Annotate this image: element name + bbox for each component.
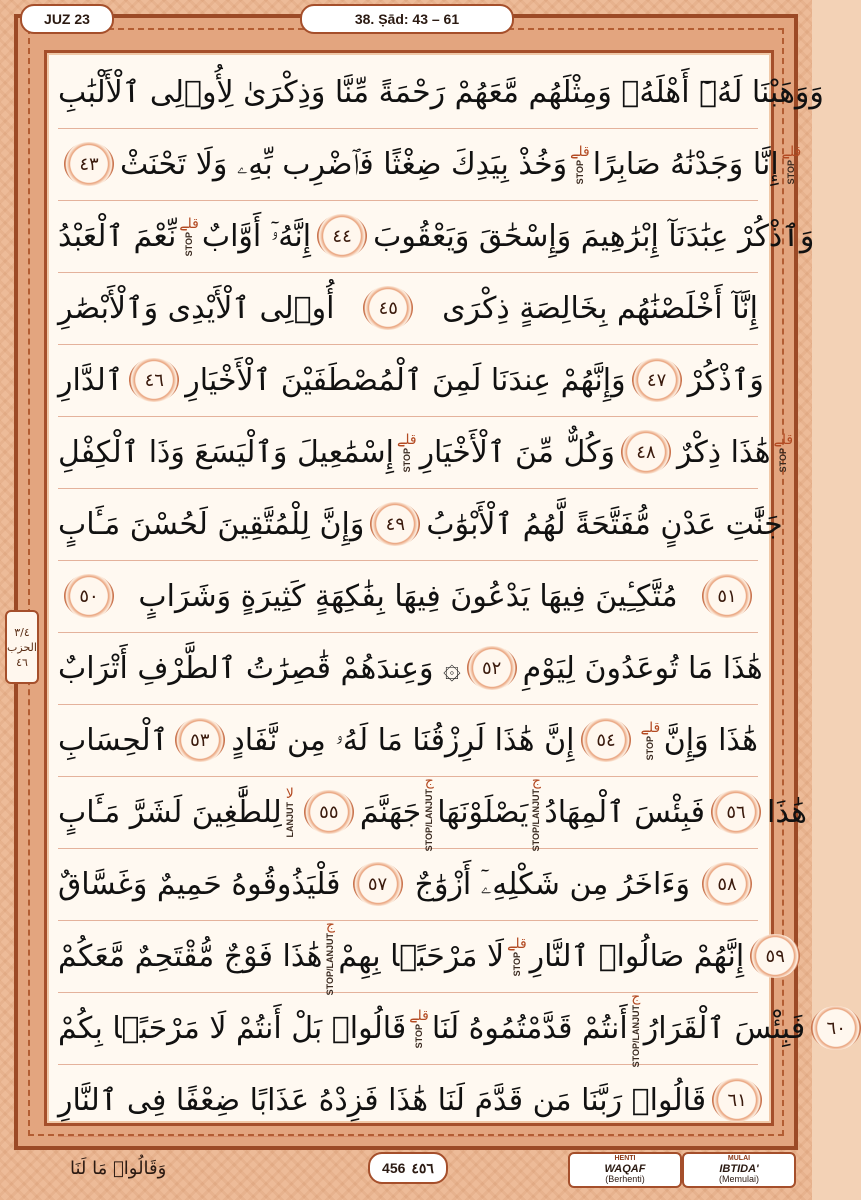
verse-text: وَكُلٌّ مِّنَ ٱلْأَخْيَارِ bbox=[419, 434, 615, 470]
verse-text: هَٰذَا مَا تُوعَدُونَ لِيَوْمِ bbox=[522, 650, 763, 686]
waqf-sign bbox=[774, 432, 794, 472]
page-number-latin: 456 bbox=[382, 1160, 406, 1176]
legend-mulai: MULAI bbox=[727, 1155, 751, 1162]
waqf-label: STOP bbox=[401, 447, 412, 473]
next-page-catchword: وَقَالُوا۟ مَا لَنَا bbox=[70, 1158, 167, 1179]
verse-text: هَٰذَا وَإِنَّ bbox=[663, 722, 758, 758]
waqf-label: STOP bbox=[574, 159, 585, 185]
ayah-number-marker: ٦٠ bbox=[811, 1006, 861, 1050]
waqf-sign bbox=[631, 989, 641, 1067]
waqf-symbol: لا bbox=[285, 786, 294, 803]
waqf-sign bbox=[179, 216, 199, 256]
verse-text: مُتَّكِـِٔينَ فِيهَا يَدْعُونَ فِيهَا بِفَٰكِهَةٍ كَثِيرَةٍ وَشَرَابٍ bbox=[138, 578, 678, 614]
ayah-number-marker: ٥٣ bbox=[175, 718, 225, 762]
verse-line bbox=[58, 988, 846, 1068]
waqf-sign bbox=[285, 786, 295, 838]
verse-text: إِنَّآ أَخْلَصْنَٰهُم بِخَالِصَةٍ ذِكْرَى bbox=[442, 290, 758, 326]
surah-range-label: 38. Ṣād: 43 – 61 bbox=[300, 4, 514, 34]
waqf-label: STOP bbox=[645, 735, 656, 761]
ayah-number-marker: ٥٠ bbox=[64, 574, 114, 618]
waqf-symbol: ج bbox=[424, 772, 434, 789]
waqf-symbol: قلے bbox=[179, 215, 199, 232]
verse-text: إِنَّهُمْ صَالُوا۟ ٱلنَّارِ bbox=[529, 938, 745, 974]
verse-text: وَٱذْكُرْ bbox=[687, 362, 764, 398]
verse-line bbox=[58, 272, 758, 345]
verse-text: جَهَنَّمَ bbox=[359, 794, 422, 830]
verse-text: هَٰذَا فَوْجٌ مُّقْتَحِمٌ مَّعَكُمْ bbox=[58, 938, 323, 974]
page-footer bbox=[0, 1150, 812, 1200]
legend-waqaf-title: WAQAF bbox=[604, 1163, 646, 1175]
waqf-label: STOP bbox=[786, 159, 797, 185]
waqf-sign bbox=[531, 773, 541, 851]
ayah-number-marker: ٤٦ bbox=[129, 358, 179, 402]
waqf-symbol: قلے bbox=[409, 1007, 429, 1024]
ayah-number-marker: ٥٦ bbox=[711, 790, 761, 834]
legend-waqaf bbox=[568, 1152, 682, 1188]
verse-text: لِلطَّٰغِينَ لَشَرَّ مَـَٔابٍ bbox=[58, 794, 282, 830]
verse-line bbox=[58, 632, 763, 705]
waqf-label: STOP bbox=[184, 231, 195, 257]
verse-line bbox=[58, 1064, 758, 1137]
verse-line bbox=[58, 560, 758, 633]
verse-text: قَالُوا۟ بَلْ أَنتُمْ لَا مَرْحَبًۢا بِكُمْ bbox=[58, 1010, 407, 1046]
hizb-number: ٤٦ bbox=[16, 655, 28, 669]
ayah-number-marker: ٤٩ bbox=[370, 502, 420, 546]
verse-text: ۞ وَعِندَهُمْ قَٰصِرَٰتُ ٱلطَّرْفِ أَتْرَابٌ bbox=[58, 650, 461, 686]
verse-text: وَءَاخَرُ مِن شَكْلِهِۦٓ أَزْوَٰجٌ bbox=[414, 866, 690, 902]
waqf-sign bbox=[397, 432, 417, 472]
ayah-number-marker: ٥٩ bbox=[750, 934, 800, 978]
waqf-sign bbox=[325, 917, 335, 995]
page-number bbox=[368, 1152, 448, 1184]
waqf-sign bbox=[424, 773, 434, 851]
verse-line bbox=[58, 200, 815, 273]
waqf-sign bbox=[570, 144, 590, 184]
verse-text: إِسْمَٰعِيلَ وَٱلْيَسَعَ وَذَا ٱلْكِفْلِ bbox=[58, 434, 395, 470]
waqf-label: STOP/LANJUT bbox=[424, 788, 435, 852]
verse-text: إِنَّهُۥٓ أَوَّابٌ bbox=[201, 218, 312, 254]
ayah-number-marker: ٥٢ bbox=[467, 646, 517, 690]
waqf-label: STOP bbox=[511, 951, 522, 977]
verse-text: وَٱذْكُرْ عِبَٰدَنَآ إِبْرَٰهِيمَ وَإِسْحَٰقَ وَيَعْقُوبَ bbox=[373, 218, 815, 254]
hizb-label: الحزب bbox=[7, 640, 37, 654]
waqf-sign bbox=[641, 720, 661, 760]
waqf-label: STOP/LANJUT bbox=[531, 788, 542, 852]
ayah-number-marker: ٥٤ bbox=[581, 718, 631, 762]
waqf-symbol: قلے bbox=[507, 935, 527, 952]
verse-text: إِنَّا وَجَدْنَٰهُ صَابِرًا bbox=[592, 146, 779, 182]
verse-line bbox=[58, 704, 758, 777]
ayah-number-marker: ٦١ bbox=[712, 1078, 762, 1122]
waqf-symbol: ج bbox=[531, 772, 541, 789]
verse-text: فَبِئْسَ ٱلْمِهَادُ bbox=[544, 794, 705, 830]
legend-ibtida-title: IBTIDA' bbox=[719, 1163, 759, 1175]
legend-berhenti: (Berhenti) bbox=[605, 1174, 645, 1184]
verse-text: هَٰذَا bbox=[766, 794, 807, 830]
verse-text: وَإِنَّ لِلْمُتَّقِينَ لَحُسْنَ مَـَٔابٍ bbox=[58, 506, 365, 542]
ayah-number-marker: ٤٥ bbox=[363, 286, 413, 330]
ayah-number-marker: ٥٨ bbox=[702, 862, 752, 906]
verse-line bbox=[58, 416, 794, 489]
verse-line bbox=[58, 772, 807, 852]
verse-text: وَخُذْ بِيَدِكَ ضِغْثًا فَٱضْرِب بِّهِۦ وَلَا تَحْنَثْ bbox=[120, 146, 568, 182]
waqf-label: STOP/LANJUT bbox=[325, 932, 336, 996]
verse-text: أَنتُمْ قَدَّمْتُمُوهُ لَنَا bbox=[431, 1010, 628, 1046]
verse-text: ٱلْحِسَابِ bbox=[58, 722, 169, 758]
waqf-symbol: قلے bbox=[773, 431, 794, 448]
legend-ibtida bbox=[682, 1152, 796, 1188]
waqf-symbol: قلے bbox=[781, 143, 802, 160]
ayah-number-marker: ٥٥ bbox=[304, 790, 354, 834]
waqf-sign bbox=[507, 936, 527, 976]
waqf-label: LANJUT bbox=[284, 802, 295, 838]
waqf-symbol: قلے bbox=[570, 143, 590, 160]
verse-text: قَالُوا۟ رَبَّنَا مَن قَدَّمَ لَنَا هَٰذَا فَزِدْهُ عَذَابًا ضِعْفًا فِى ٱلنَّارِ bbox=[58, 1082, 707, 1118]
ayah-number-marker: ٤٣ bbox=[64, 142, 114, 186]
ayah-number-marker: ٥٧ bbox=[353, 862, 403, 906]
verse-text: هَٰذَا ذِكْرٌ bbox=[676, 434, 771, 470]
waqf-symbol: قلے bbox=[397, 431, 417, 448]
verse-text: أُو۟لِى ٱلْأَيْدِى وَٱلْأَبْصَٰرِ bbox=[58, 290, 335, 326]
waqf-label: STOP/LANJUT bbox=[630, 1004, 641, 1068]
hizb-fraction: ٣/٤ bbox=[14, 625, 30, 639]
page-number-arabic: ٤٥٦ bbox=[411, 1159, 434, 1176]
waqf-symbol: قلے bbox=[640, 719, 661, 736]
ayah-number-marker: ٤٨ bbox=[621, 430, 671, 474]
verse-text: وَوَهَبْنَا لَهُۥٓ أَهْلَهُۥ وَمِثْلَهُم مَّعَهُمْ رَحْمَةً مِّنَّا وَذِكْرَىٰ لِأُو۟لِى ٱلْأَلْبَٰبِ bbox=[58, 74, 824, 110]
verse-line bbox=[58, 56, 824, 129]
juz-label: JUZ 23 bbox=[20, 4, 114, 34]
waqf-label: STOP bbox=[778, 447, 789, 473]
waqf-symbol: ج bbox=[325, 916, 335, 933]
verse-text: وَإِنَّهُمْ عِندَنَا لَمِنَ ٱلْمُصْطَفَيْنَ ٱلْأَخْيَارِ bbox=[185, 362, 626, 398]
verse-line bbox=[58, 916, 785, 996]
verse-text: إِنَّ هَٰذَا لَرِزْقُنَا مَا لَهُۥ مِن نَّفَادٍ bbox=[231, 722, 575, 758]
verse-line bbox=[58, 128, 802, 201]
legend-memulai: (Memulai) bbox=[718, 1174, 759, 1184]
verse-text: ٱلدَّارِ bbox=[58, 362, 124, 398]
verse-text: جَنَّٰتِ عَدْنٍ مُّفَتَّحَةً لَّهُمُ ٱلْأَبْوَٰبُ bbox=[426, 506, 783, 542]
waqf-sign bbox=[409, 1008, 429, 1048]
verse-line bbox=[58, 848, 758, 921]
legend-henti: HENTI bbox=[614, 1155, 636, 1162]
verse-line bbox=[58, 488, 783, 561]
waqf-sign bbox=[782, 144, 802, 184]
verse-text: يَصْلَوْنَهَا bbox=[437, 794, 529, 830]
verse-text: فَبِئْسَ ٱلْقَرَارُ bbox=[643, 1010, 806, 1046]
hizb-quarter-marker bbox=[5, 610, 39, 684]
verse-line bbox=[58, 344, 764, 417]
waqf-label: STOP bbox=[414, 1023, 425, 1049]
verse-text: فَلْيَذُوقُوهُ حَمِيمٌ وَغَسَّاقٌ bbox=[58, 866, 341, 902]
ayah-number-marker: ٥١ bbox=[702, 574, 752, 618]
verse-text: نِّعْمَ ٱلْعَبْدُ bbox=[58, 218, 177, 254]
verse-text: لَا مَرْحَبًۢا بِهِمْ bbox=[338, 938, 505, 974]
ayah-number-marker: ٤٧ bbox=[632, 358, 682, 402]
ayah-number-marker: ٤٤ bbox=[317, 214, 367, 258]
waqf-symbol: ج bbox=[631, 988, 641, 1005]
